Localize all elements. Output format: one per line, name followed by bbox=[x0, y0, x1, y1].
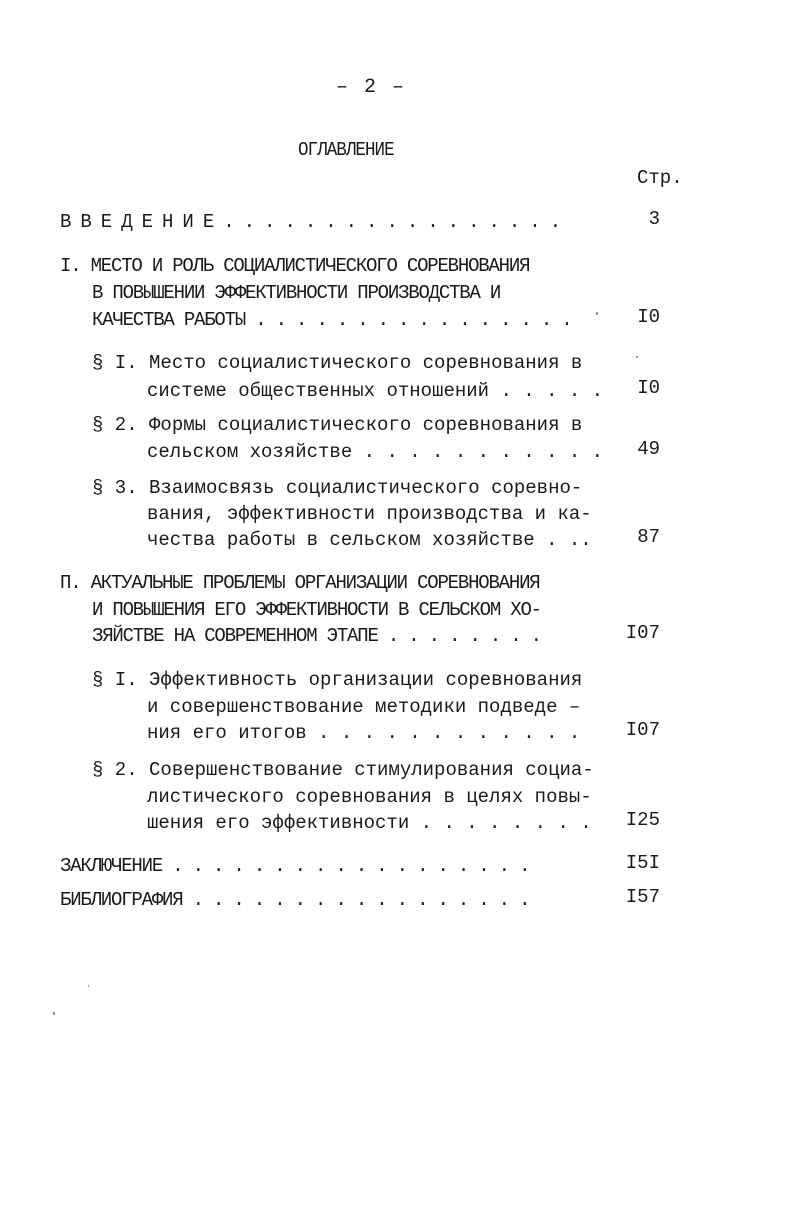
toc-chapter-title-line: ЗЯЙСТВЕ НА СОВРЕМЕННОМ ЭТАПЕ . . . . . . . . bbox=[92, 625, 541, 647]
toc-chapter-title-line: П. АКТУАЛЬНЫЕ ПРОБЛЕМЫ ОРГАНИЗАЦИИ СОРЕВНОВАНИЯ bbox=[60, 572, 540, 594]
toc-chapter-title-line: И ПОВЫШЕНИЯ ЕГО ЭФФЕКТИВНОСТИ В СЕЛЬСКОМ ХО- bbox=[92, 599, 541, 621]
toc-section-title-line: § 2. Формы социалистического соревнования в bbox=[92, 414, 583, 436]
toc-chapter-title-line: КАЧЕСТВА РАБОТЫ . . . . . . . . . . . . . . . . bbox=[92, 309, 572, 331]
toc-section-title-line: шения его эффективности . . . . . . . . bbox=[147, 812, 592, 834]
toc-section-title-line: § 2. Совершенствование стимулирования социа- bbox=[92, 759, 594, 781]
toc-section-title-line: листического соревнования в целях повы- bbox=[147, 786, 592, 808]
toc-page-number: I07 bbox=[625, 622, 660, 644]
toc-page-number: I57 bbox=[625, 886, 660, 908]
toc-chapter-title-line: В ПОВЫШЕНИИ ЭФФЕКТИВНОСТИ ПРОИЗВОДСТВА И bbox=[92, 282, 501, 304]
toc-section-title-line: чества работы в сельском хозяйстве . .. bbox=[147, 529, 592, 551]
toc-section-title-line: сельском хозяйстве . . . . . . . . . . . bbox=[147, 441, 604, 463]
toc-section-title-line: § I. Эффективность организации соревнования bbox=[92, 669, 583, 691]
toc-page-number: 49 bbox=[637, 438, 660, 460]
toc-page-number: 3 bbox=[648, 208, 660, 230]
toc-page-number: I0 bbox=[637, 377, 660, 399]
page-column-header: Стр. bbox=[637, 167, 683, 189]
toc-chapter-title-line: I. МЕСТО И РОЛЬ СОЦИАЛИСТИЧЕСКОГО СОРЕВНОВАНИЯ bbox=[60, 255, 530, 277]
toc-section-title-line: и совершенствование методики подведе – bbox=[147, 696, 581, 718]
toc-section-title-line: ния его итогов . . . . . . . . . . . . bbox=[147, 722, 581, 744]
toc-page-number: 87 bbox=[637, 526, 660, 548]
toc-section-title-line: § I. Место социалистического соревнования в bbox=[92, 352, 583, 374]
toc-page-number: I25 bbox=[625, 809, 660, 831]
toc-page-number: I0 bbox=[637, 306, 660, 328]
scan-speck bbox=[596, 312, 598, 315]
toc-page-number: I5I bbox=[625, 852, 660, 874]
scan-speck bbox=[636, 356, 638, 358]
page-title: ОГЛАВЛЕНИЕ bbox=[298, 139, 394, 161]
scan-speck bbox=[53, 1012, 55, 1015]
toc-page-number: I07 bbox=[625, 719, 660, 741]
toc-entry-text: В В Е Д Е Н И Е . . . . . . . . . . . . . . . . . bbox=[60, 211, 560, 233]
toc-section-title-line: вания, эффективности производства и ка- bbox=[147, 503, 592, 525]
toc-entry-text: ЗАКЛЮЧЕНИЕ . . . . . . . . . . . . . . . . . . bbox=[60, 855, 530, 877]
scan-speck bbox=[88, 985, 89, 987]
page-number: – 2 – bbox=[336, 76, 407, 99]
toc-section-title-line: системе общественных отношений . . . . . bbox=[147, 380, 604, 402]
toc-section-title-line: § 3. Взаимосвязь социалистического соревно- bbox=[92, 477, 583, 499]
toc-entry-text: БИБЛИОГРАФИЯ . . . . . . . . . . . . . . . . . bbox=[60, 889, 530, 911]
